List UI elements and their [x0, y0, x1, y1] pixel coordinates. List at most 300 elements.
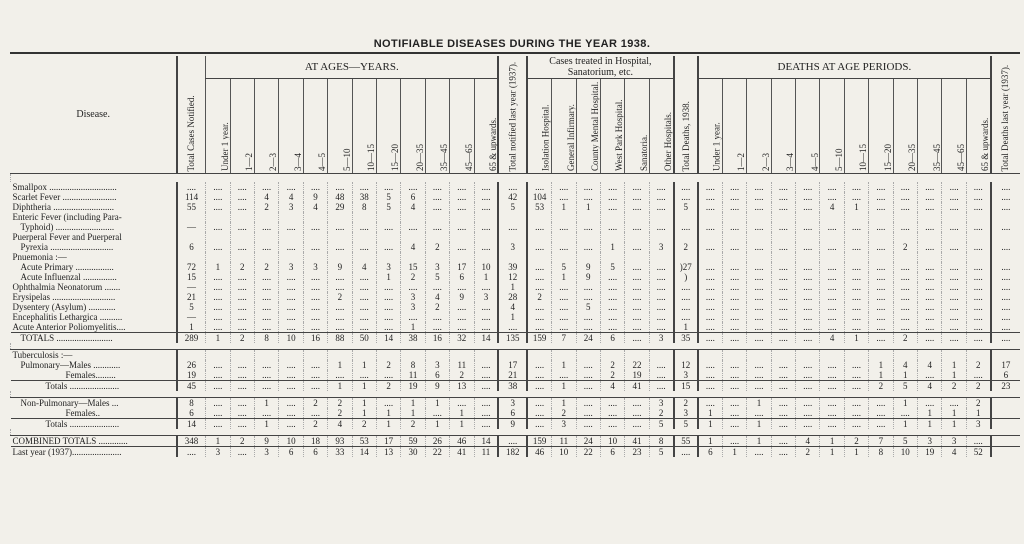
table-cell: .... — [600, 398, 624, 409]
table-cell: .... — [869, 312, 893, 322]
table-cell: 2 — [425, 302, 449, 312]
table-cell: 41 — [625, 381, 649, 392]
table-cell: .... — [649, 322, 673, 333]
table-cell: .... — [576, 360, 600, 370]
table-cell: 41 — [625, 436, 649, 447]
table-cell: .... — [722, 302, 746, 312]
table-cell: .... — [254, 381, 278, 392]
table-row — [11, 252, 1021, 262]
table-cell: 4 — [796, 436, 820, 447]
table-cell — [552, 252, 576, 262]
table-cell: .... — [820, 419, 844, 430]
table-cell: 2 — [230, 333, 254, 344]
table-cell: .... — [796, 398, 820, 409]
table-cell — [177, 350, 206, 361]
age_bands-header-1: 1—2 — [230, 79, 254, 174]
table-cell: .... — [474, 222, 498, 232]
table-cell: .... — [722, 408, 746, 419]
table-cell: .... — [450, 192, 474, 202]
table-cell: 5 — [649, 447, 673, 458]
table-cell: 2 — [352, 419, 376, 430]
disease-label: Typhoid) .......................... — [20, 222, 115, 232]
table-cell: 21 — [177, 292, 206, 302]
table-cell — [303, 212, 327, 222]
table-cell — [625, 212, 649, 222]
table-cell: 9 — [576, 262, 600, 272]
hospitals-header-3: West Park Hospital. — [600, 79, 624, 174]
table-cell: 11 — [552, 436, 576, 447]
table-cell: .... — [450, 242, 474, 252]
death_bands-header-4: 4—5 — [796, 79, 820, 174]
table-cell — [625, 252, 649, 262]
table-cell: .... — [869, 302, 893, 312]
table-cell: .... — [918, 282, 942, 292]
table-cell — [328, 252, 352, 262]
table-cell — [844, 252, 868, 262]
table-cell: .... — [206, 398, 230, 409]
death_bands-header-1: 1—2 — [722, 79, 746, 174]
table-cell: .... — [844, 360, 868, 370]
table-cell: .... — [328, 242, 352, 252]
table-cell — [450, 212, 474, 222]
table-cell: .... — [771, 202, 795, 212]
table-cell: .... — [674, 282, 698, 292]
table-cell: 6 — [600, 333, 624, 344]
table-cell: 1 — [254, 419, 278, 430]
table-cell — [771, 232, 795, 242]
table-cell: 3 — [303, 262, 327, 272]
table-cell: .... — [844, 322, 868, 333]
table-cell — [450, 350, 474, 361]
table-cell: .... — [206, 322, 230, 333]
table-cell: .... — [869, 419, 893, 430]
table-cell: 15 — [401, 262, 425, 272]
table-cell: .... — [796, 302, 820, 312]
disease-label: Encephalitis Lethargica .......... — [12, 312, 123, 322]
table-cell: 1 — [376, 408, 400, 419]
table-cell — [206, 252, 230, 262]
table-cell — [230, 232, 254, 242]
table-cell — [352, 212, 376, 222]
table-cell: .... — [869, 322, 893, 333]
table-cell: 46 — [450, 436, 474, 447]
table-cell: 2 — [966, 360, 991, 370]
table-cell: 6 — [401, 192, 425, 202]
table-cell — [893, 212, 917, 222]
table-cell: .... — [279, 419, 303, 430]
disease-label: COMBINED TOTALS ............. — [11, 436, 177, 447]
table-cell — [722, 212, 746, 222]
table-cell — [600, 212, 624, 222]
table-cell: .... — [303, 408, 327, 419]
disease-label: Females......... — [65, 370, 116, 380]
table-cell: .... — [527, 322, 551, 333]
table-cell: .... — [649, 182, 673, 192]
table-cell — [425, 350, 449, 361]
table-cell: 1 — [206, 333, 230, 344]
table-cell: .... — [918, 312, 942, 322]
table-cell: .... — [625, 282, 649, 292]
table-cell: 1 — [893, 419, 917, 430]
table-cell: .... — [844, 419, 868, 430]
table-cell: .... — [230, 447, 254, 458]
table-cell: .... — [425, 408, 449, 419]
table-cell: .... — [796, 292, 820, 302]
disease-label: Non-Pulmonary—Males ... — [11, 398, 177, 409]
table-cell — [991, 232, 1020, 242]
table-cell: 14 — [177, 419, 206, 430]
table-cell: 1 — [942, 370, 966, 381]
table-cell: .... — [747, 447, 771, 458]
table-cell: .... — [771, 381, 795, 392]
table-cell: .... — [722, 312, 746, 322]
table-cell: .... — [942, 292, 966, 302]
table-cell: .... — [576, 242, 600, 252]
table-cell — [820, 232, 844, 242]
table-cell: .... — [649, 360, 673, 370]
table-cell — [698, 212, 722, 222]
table-cell — [474, 252, 498, 262]
table-cell: .... — [450, 312, 474, 322]
table-cell: 19 — [625, 370, 649, 381]
table-cell: 1 — [474, 272, 498, 282]
table-cell — [552, 212, 576, 222]
table-cell — [747, 212, 771, 222]
table-row — [11, 242, 1021, 252]
table-cell: 50 — [352, 333, 376, 344]
table-cell — [254, 252, 278, 262]
table-cell — [991, 398, 1020, 409]
table-cell: .... — [527, 302, 551, 312]
table-cell: .... — [401, 222, 425, 232]
table-cell: .... — [206, 272, 230, 282]
table-cell: .... — [991, 242, 1020, 252]
table-cell: .... — [498, 436, 527, 447]
table-row — [11, 272, 1021, 282]
table-cell — [942, 350, 966, 361]
table-row — [11, 182, 1021, 192]
table-cell: .... — [966, 370, 991, 381]
table-cell: .... — [698, 262, 722, 272]
table-cell — [918, 232, 942, 242]
disease-label: Totals ...................... — [11, 381, 177, 392]
table-cell — [576, 232, 600, 242]
table-cell: .... — [722, 370, 746, 381]
table-cell: .... — [722, 333, 746, 344]
table-cell — [425, 212, 449, 222]
table-cell: .... — [649, 262, 673, 272]
table-cell: 13 — [376, 447, 400, 458]
table-cell: .... — [966, 282, 991, 292]
table-cell: .... — [552, 312, 576, 322]
table-cell: 1 — [966, 408, 991, 419]
table-cell: .... — [303, 242, 327, 252]
table-cell: .... — [376, 222, 400, 232]
table-cell: 39 — [498, 262, 527, 272]
table-cell: .... — [674, 292, 698, 302]
table-cell: 1 — [820, 447, 844, 458]
table-cell: .... — [991, 333, 1020, 344]
table-cell: .... — [771, 398, 795, 409]
table-cell: 4 — [254, 192, 278, 202]
table-cell: .... — [942, 182, 966, 192]
table-cell: .... — [820, 182, 844, 192]
table-cell: .... — [279, 222, 303, 232]
table-cell — [352, 232, 376, 242]
table-cell: .... — [893, 192, 917, 202]
table-cell: 1 — [918, 408, 942, 419]
table-cell: .... — [918, 292, 942, 302]
table-cell: .... — [625, 322, 649, 333]
table-cell: 41 — [450, 447, 474, 458]
table-cell: .... — [674, 302, 698, 312]
table-cell: 6 — [425, 370, 449, 381]
table-cell: 4 — [498, 302, 527, 312]
table-cell: .... — [918, 242, 942, 252]
table-cell — [498, 212, 527, 222]
table-cell: .... — [279, 370, 303, 381]
table-cell: .... — [600, 282, 624, 292]
table-cell: 38 — [352, 192, 376, 202]
table-cell: 3 — [649, 398, 673, 409]
table-cell: .... — [893, 272, 917, 282]
table-row — [11, 350, 1021, 361]
table-cell: .... — [527, 381, 551, 392]
disease-label: Diphtheria ........................... — [12, 202, 114, 212]
table-cell: 45 — [177, 381, 206, 392]
table-cell — [698, 252, 722, 262]
table-cell: 2 — [425, 242, 449, 252]
table-cell: .... — [698, 381, 722, 392]
table-cell: 21 — [498, 370, 527, 381]
table-cell: .... — [206, 222, 230, 232]
table-cell: .... — [527, 370, 551, 381]
table-cell — [991, 436, 1020, 447]
table-cell: .... — [869, 272, 893, 282]
table-cell: 8 — [869, 447, 893, 458]
table-cell: .... — [698, 242, 722, 252]
table-cell: 6 — [498, 408, 527, 419]
table-cell: 1 — [376, 419, 400, 430]
table-cell — [820, 350, 844, 361]
table-cell: .... — [796, 222, 820, 232]
table-cell: .... — [893, 292, 917, 302]
table-cell: .... — [576, 398, 600, 409]
table-cell: .... — [674, 447, 698, 458]
table-cell: .... — [600, 408, 624, 419]
table-cell: .... — [796, 202, 820, 212]
table-cell: 9 — [328, 262, 352, 272]
table-cell: 3 — [474, 292, 498, 302]
table-cell: .... — [474, 360, 498, 370]
table-cell: .... — [206, 182, 230, 192]
table-row — [11, 312, 1021, 322]
table-cell: 3 — [401, 302, 425, 312]
table-cell: .... — [279, 242, 303, 252]
table-cell: .... — [844, 222, 868, 232]
table-cell — [893, 252, 917, 262]
table-cell: 114 — [177, 192, 206, 202]
table-cell: .... — [474, 370, 498, 381]
table-cell: 1 — [722, 447, 746, 458]
table-cell — [425, 252, 449, 262]
table-cell: .... — [722, 436, 746, 447]
table-cell: .... — [698, 292, 722, 302]
disease-label: Last year (1937)...................... — [11, 447, 177, 458]
table-cell: 1 — [401, 408, 425, 419]
table-cell — [527, 232, 551, 242]
table-cell: .... — [576, 419, 600, 430]
table-cell — [206, 232, 230, 242]
table-cell — [649, 252, 673, 262]
table-cell: .... — [991, 272, 1020, 282]
age_bands-header-7: 15—20 — [376, 79, 400, 174]
total-cases-header: Total Cases Notified. — [177, 56, 206, 174]
table-cell — [527, 252, 551, 262]
table-cell: .... — [425, 182, 449, 192]
disease-label: Tuberculosis :— — [11, 350, 177, 361]
table-cell: .... — [303, 312, 327, 322]
table-cell: .... — [674, 192, 698, 202]
table-cell: 8 — [352, 202, 376, 212]
table-cell: .... — [625, 182, 649, 192]
table-cell: .... — [796, 360, 820, 370]
table-cell — [991, 419, 1020, 430]
table-cell: .... — [698, 272, 722, 282]
table-cell — [206, 350, 230, 361]
table-cell: 2 — [674, 242, 698, 252]
table-cell — [698, 232, 722, 242]
table-cell: .... — [796, 192, 820, 202]
table-cell: .... — [698, 360, 722, 370]
table-cell: .... — [527, 360, 551, 370]
table-cell: .... — [918, 272, 942, 282]
age_bands-header-8: 20—35 — [401, 79, 425, 174]
table-cell: .... — [328, 182, 352, 192]
table-cell: .... — [303, 360, 327, 370]
table-cell — [869, 212, 893, 222]
table-cell: .... — [698, 182, 722, 192]
table-cell — [376, 212, 400, 222]
table-cell: 24 — [576, 333, 600, 344]
table-cell: .... — [747, 182, 771, 192]
table-cell: .... — [401, 282, 425, 292]
table-cell: .... — [177, 447, 206, 458]
table-cell — [450, 252, 474, 262]
disease-label: Totals ...................... — [11, 419, 177, 430]
table-cell: .... — [796, 322, 820, 333]
table-cell — [401, 350, 425, 361]
table-cell: .... — [230, 370, 254, 381]
table-cell: .... — [820, 408, 844, 419]
table-cell: 2 — [527, 292, 551, 302]
table-cell: .... — [844, 262, 868, 272]
table-cell: .... — [966, 292, 991, 302]
table-cell: 3 — [552, 419, 576, 430]
table-cell: .... — [352, 370, 376, 381]
table-cell: 2 — [303, 398, 327, 409]
table-cell: 2 — [552, 408, 576, 419]
table-cell: 3 — [498, 398, 527, 409]
table-cell: 2 — [401, 419, 425, 430]
table-row — [11, 192, 1021, 202]
table-cell: .... — [820, 312, 844, 322]
table-cell: .... — [376, 398, 400, 409]
table-cell: — — [177, 222, 206, 232]
table-cell: 10 — [552, 447, 576, 458]
table-cell: 3 — [942, 436, 966, 447]
table-cell: .... — [352, 182, 376, 192]
death_bands-header-11: 65 & upwards. — [966, 79, 991, 174]
table-cell: .... — [747, 202, 771, 212]
table-cell: .... — [771, 302, 795, 312]
table-cell: .... — [279, 312, 303, 322]
table-cell: .... — [230, 381, 254, 392]
table-cell: .... — [918, 222, 942, 232]
table-cell: .... — [869, 182, 893, 192]
table-cell: .... — [820, 242, 844, 252]
table-cell: .... — [625, 398, 649, 409]
table-cell — [328, 232, 352, 242]
table-cell: .... — [352, 222, 376, 232]
table-cell: .... — [747, 302, 771, 312]
table-cell: .... — [625, 272, 649, 282]
table-cell: 1 — [869, 360, 893, 370]
table-cell — [771, 252, 795, 262]
table-cell: .... — [206, 370, 230, 381]
table-cell — [796, 212, 820, 222]
table-cell: .... — [576, 312, 600, 322]
table-cell: .... — [401, 312, 425, 322]
table-cell: .... — [991, 222, 1020, 232]
table-cell: 9 — [450, 292, 474, 302]
table-cell: .... — [649, 312, 673, 322]
table-cell: .... — [698, 398, 722, 409]
table-cell: .... — [230, 302, 254, 312]
table-cell: .... — [474, 282, 498, 292]
table-cell: .... — [698, 302, 722, 312]
table-cell: .... — [376, 282, 400, 292]
table-cell: 6 — [177, 242, 206, 252]
table-cell: .... — [966, 302, 991, 312]
age_bands-header-0: Under 1 year. — [206, 79, 230, 174]
table-cell: .... — [206, 292, 230, 302]
table-cell: 2 — [796, 447, 820, 458]
table-cell: .... — [698, 370, 722, 381]
table-cell: 1 — [893, 370, 917, 381]
table-cell: 2 — [942, 381, 966, 392]
table-cell: .... — [328, 302, 352, 312]
table-cell — [674, 232, 698, 242]
table-cell: .... — [230, 398, 254, 409]
death_bands-header-6: 10—15 — [844, 79, 868, 174]
table-cell: .... — [279, 360, 303, 370]
table-cell: 1 — [401, 322, 425, 333]
table-cell: .... — [722, 360, 746, 370]
table-cell: .... — [254, 292, 278, 302]
table-cell: .... — [991, 312, 1020, 322]
table-cell: 5 — [376, 192, 400, 202]
table-cell: .... — [991, 292, 1020, 302]
table-cell: 8 — [254, 333, 278, 344]
table-cell: 3 — [254, 447, 278, 458]
table-cell: .... — [376, 302, 400, 312]
table-cell: .... — [600, 292, 624, 302]
table-cell: .... — [625, 292, 649, 302]
table-cell: .... — [230, 312, 254, 322]
table-cell: .... — [796, 272, 820, 282]
table-cell: 11 — [474, 447, 498, 458]
